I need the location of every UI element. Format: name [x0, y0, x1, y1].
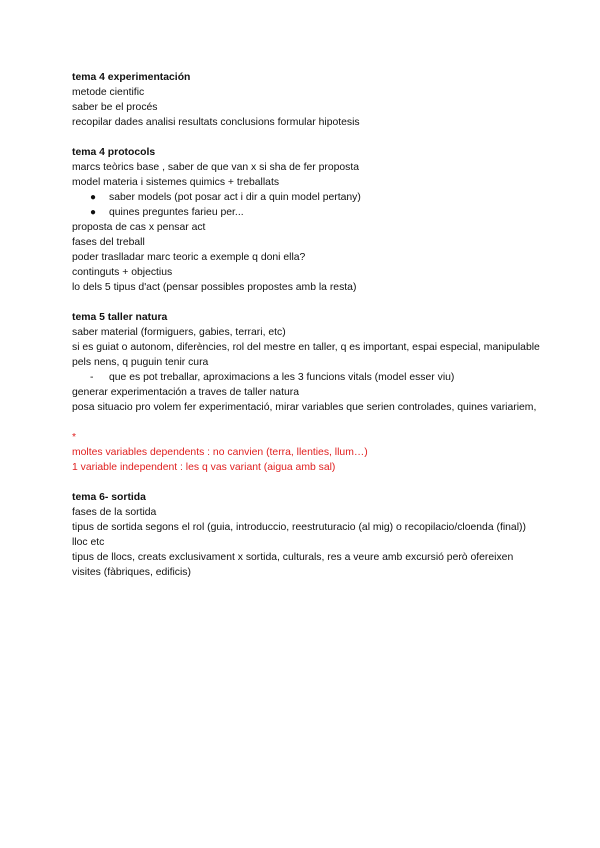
section-tema4-protocols: [72, 145, 542, 295]
text-line: poder traslladar marc teoric a exemple q doni ella?: [72, 252, 306, 263]
text-line: tipus de llocs, creats exclusivament x sortida, culturals, res a veure amb excursió però ofereixen visites (fàbriques, edificis): [72, 552, 514, 578]
bullet-text: quines preguntes farieu per...: [109, 207, 244, 218]
section-heading: tema 5 taller natura: [72, 312, 168, 323]
text-line: si es guiat o autonom, diferències, rol del mestre en taller, q es important, espai especial, manipulable pels nens, q puguin tenir cura: [72, 342, 540, 368]
text-line: marcs teòrics base , saber de que van x si sha de fer proposta: [72, 162, 360, 173]
text-line: generar experimentación a traves de taller natura: [72, 387, 299, 398]
text-line: lloc etc: [72, 537, 105, 548]
text-line: saber be el procés: [72, 102, 158, 113]
text-line: proposta de cas x pensar act: [72, 222, 206, 233]
bullet-icon: ●: [90, 192, 97, 203]
section-tema6-sortida: [72, 490, 542, 580]
dash-item: [72, 370, 542, 385]
red-note-line: moltes variables dependents : no canvien (terra, llenties, llum…): [72, 447, 368, 458]
dash-text: que es pot treballar, aproximacions a les 3 funcions vitals (model esser viu): [109, 372, 455, 383]
section-heading: tema 6- sortida: [72, 492, 146, 503]
red-asterisk: *: [72, 432, 77, 443]
bullet-item: [72, 205, 542, 220]
bullet-item: [72, 190, 542, 205]
text-line: fases del treball: [72, 237, 145, 248]
text-line: lo dels 5 tipus d'act (pensar possibles propostes amb la resta): [72, 282, 357, 293]
text-line: continguts + objectius: [72, 267, 173, 278]
text-line: recopilar dades analisi resultats conclusions formular hipotesis: [72, 117, 360, 128]
bullet-icon: ●: [90, 207, 97, 218]
document-page: [72, 70, 542, 595]
section-heading: tema 4 protocols: [72, 147, 156, 158]
section-tema4-experimentacion: [72, 70, 542, 130]
text-line: tipus de sortida segons el rol (guia, introduccio, reestruturacio (al mig) o recopilacio/cloenda (final)): [72, 522, 526, 533]
text-line: posa situacio pro volem fer experimentació, mirar variables que serien controlades, quines variariem,: [72, 402, 537, 413]
dash-icon: -: [90, 372, 94, 383]
section-heading: tema 4 experimentación: [72, 72, 191, 83]
text-line: fases de la sortida: [72, 507, 157, 518]
text-line: metode cientific: [72, 87, 145, 98]
bullet-text: saber models (pot posar act i dir a quin model pertany): [109, 192, 361, 203]
text-line: saber material (formiguers, gabies, terrari, etc): [72, 327, 286, 338]
section-tema5-taller-natura: [72, 310, 542, 475]
red-note-line: 1 variable independent : les q vas variant (aigua amb sal): [72, 462, 336, 473]
text-line: model materia i sistemes quimics + treballats: [72, 177, 280, 188]
